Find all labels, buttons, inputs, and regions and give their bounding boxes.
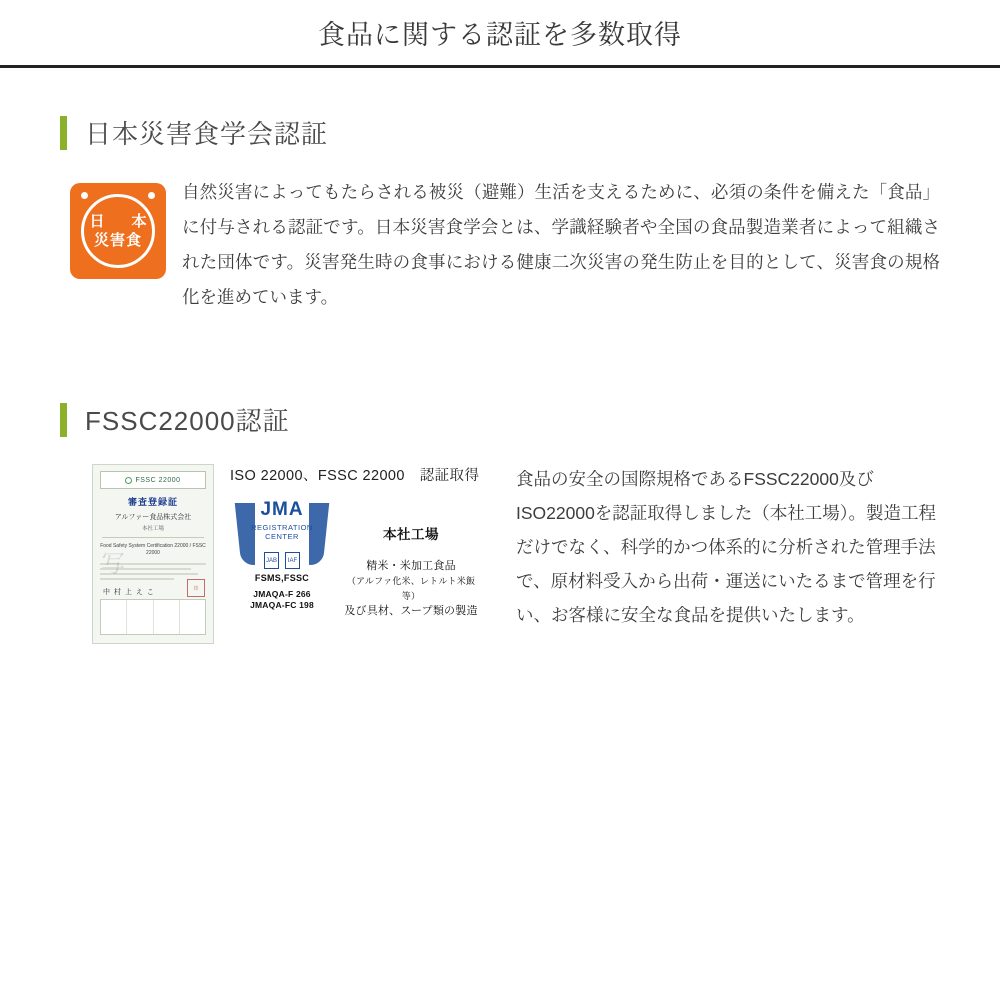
certification-figure [92,464,480,644]
certificate-watermark: 写 [101,551,127,578]
certificate-divider [102,537,204,538]
logo-hole-right-icon [148,192,155,199]
jma-scope-block [342,497,480,619]
fssc-logo-icon [125,477,132,484]
section-jdfs-paragraph: 自然災害によってもたらされる被災（避難）生活を支えるために、必須の条件を備えた「食品」に付与される認証です。日本災害食学会とは、学識経験者や全国の食品製造業者によって組織された団体です。災害発生時の食事における健康二次災害の発生防止を目的として、災害食の規格化を進めています。 [182,182,940,307]
section-heading-label: FSSC22000認証 [85,406,290,436]
logo-text-line1: 日 本 [89,213,153,230]
certificate-footer-grid [100,599,206,635]
logo-text [70,212,166,250]
jab-badge-icon: JAB [264,552,279,569]
certificate-scan-image [92,464,214,644]
jma-mark-sublabel: REGISTRATION CENTER [251,523,313,541]
jma-registration-block [230,464,480,619]
section-heading-label: 日本災害食学会認証 [85,119,329,149]
jma-codes [230,589,334,611]
section-jdfs [60,114,940,315]
jma-scope-line3: 及び具材、スープ類の製造 [344,605,478,617]
certificate-stamp-icon: 印 [187,579,205,597]
jma-mark-row [230,497,480,619]
iso-fssc-title: ISO 22000、FSSC 22000 認証取得 [230,468,480,484]
jma-plant-label: 本社工場 [383,527,439,542]
section-fssc [60,401,940,644]
jma-scope-line1: 精米・米加工食品 [366,560,456,572]
certificate-english-text: Food Safety System Certification 22000 / FSSC 22000 [100,543,206,556]
jma-fsms-label: FSMS,FSSC [254,573,310,583]
iaf-badge-icon: IAF [285,552,300,569]
jma-mark [230,497,334,611]
certificate-top-text: FSSC 22000 [135,476,181,484]
jma-code-1: JMAQA-F 266 [253,589,311,599]
section-heading-fssc [60,401,940,438]
certificate-title: 審査登録証 [127,497,178,507]
certificate-address: 本社工場 [141,526,164,532]
certificate-company: アルファー食品株式会社 [114,514,192,521]
page-content [0,114,1000,644]
jma-accreditation-badges [236,552,328,569]
certificate-grid-cell [127,600,153,634]
jma-code-2: JMAQA-FC 198 [250,600,314,610]
certificate-grid-cell [180,600,205,634]
page-header [0,0,1000,68]
certificate-grid-cell [101,600,127,634]
heading-accent-bar [60,116,67,150]
certificate-top-label [100,471,206,489]
section-heading-jdfs [60,114,940,151]
jma-shield-icon [236,497,328,571]
section-fssc-paragraph: 食品の安全の国際規格であるFSSC22000及びISO22000を認証取得しました（本社工場）。製造工程だけでなく、科学的かつ体系的に分析された管理手法で、原材料受入から出荷・運送にいたるまで管理を行い、お客様に安全な食品を提供いたします。 [516,469,937,625]
certificate-grid-cell [154,600,180,634]
page-title: 食品に関する認証を多数取得 [318,20,682,50]
jma-scope-line2: （アルファ化米、レトルト米飯 等） [346,576,476,601]
section-jdfs-body [60,177,940,315]
certificate-signature: 中 村 上 え こ [103,589,155,596]
section-fssc-body [60,464,940,644]
heading-accent-bar [60,403,67,437]
jma-scope-text [342,559,480,619]
jdfs-certification-logo-icon [70,183,166,279]
logo-text-line2: 災害食 [93,232,142,249]
jma-mark-label: JMA [260,499,304,520]
logo-hole-left-icon [81,192,88,199]
